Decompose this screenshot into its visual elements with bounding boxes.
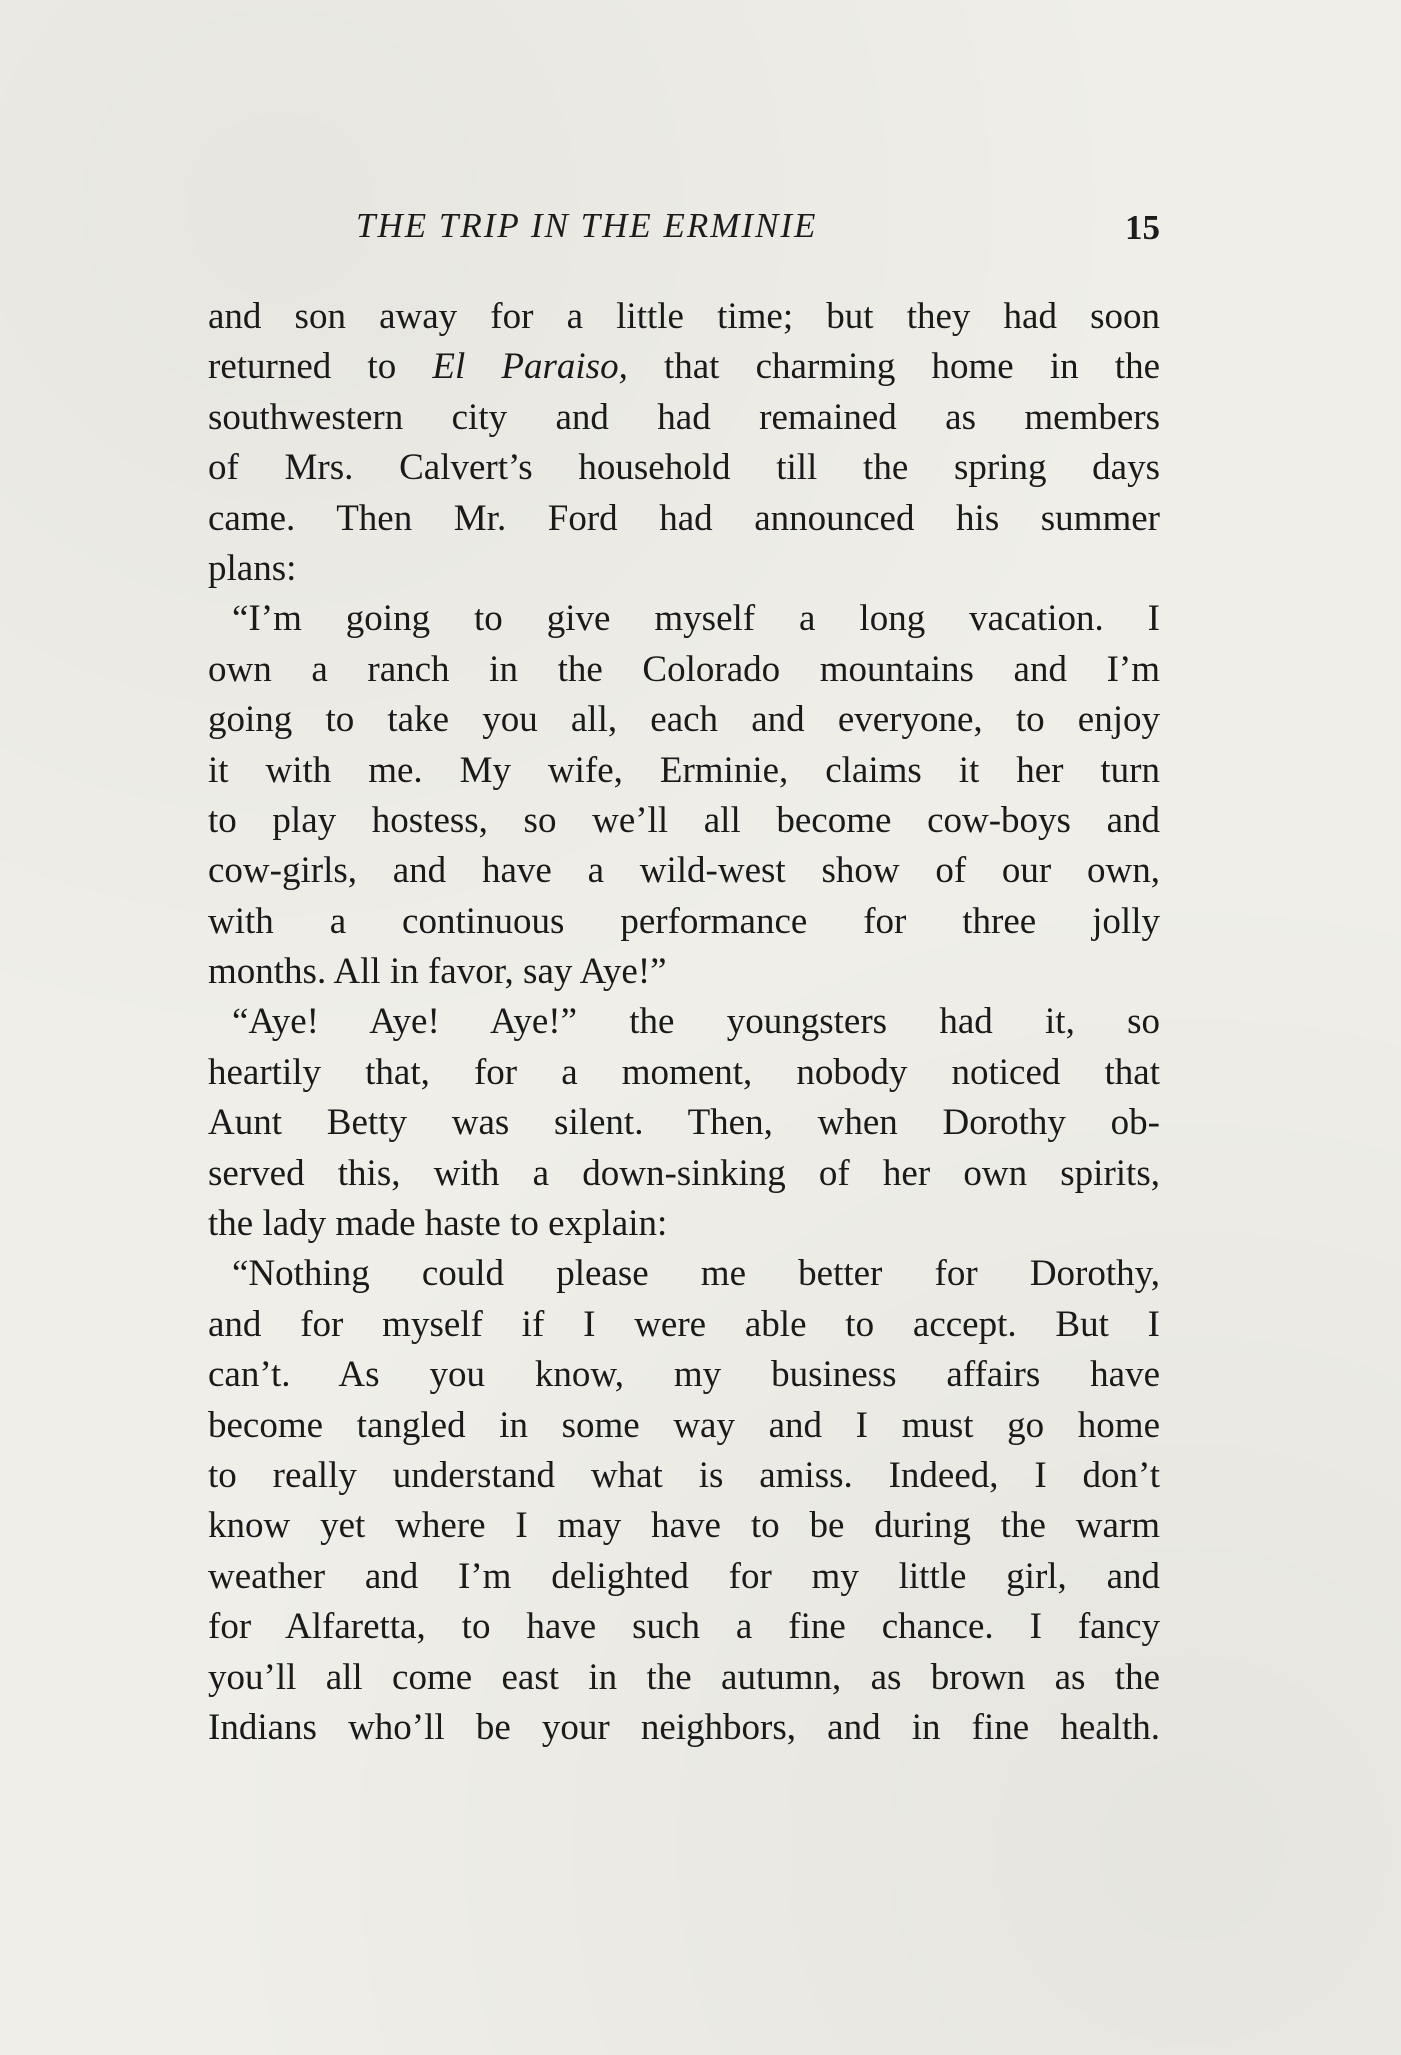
text-line <box>208 1048 1160 1098</box>
text-segment: going to take you all, each and everyone, to enjoy <box>208 699 1160 741</box>
text-line <box>208 1501 1160 1551</box>
text-line <box>208 594 1160 644</box>
text-segment: southwestern city and had remained as members <box>208 396 1160 438</box>
running-head <box>208 206 1160 256</box>
text-line <box>208 897 1160 947</box>
text-segment: “Aye! Aye! Aye!” the youngsters had it, so <box>232 1001 1160 1043</box>
text-segment: months. All in favor, say Aye!” <box>208 951 667 993</box>
text-segment: the lady made haste to explain: <box>208 1203 668 1245</box>
text-line <box>208 1703 1160 1753</box>
text-line <box>208 645 1160 695</box>
text-line <box>208 997 1160 1047</box>
text-segment: returned to <box>208 346 433 388</box>
text-segment: “Nothing could please me better for Dorothy, <box>232 1253 1160 1295</box>
text-line <box>208 947 1160 997</box>
text-segment: to really understand what is amiss. Indeed, I don’t <box>208 1454 1160 1496</box>
text-segment: own a ranch in the Colorado mountains and I’m <box>208 648 1160 690</box>
text-line <box>208 1350 1160 1400</box>
text-segment: “I’m going to give myself a long vacation. I <box>232 598 1160 640</box>
text-segment: plans: <box>208 547 297 589</box>
text-segment: served this, with a down-sinking of her own spirits, <box>208 1152 1160 1194</box>
text-segment: and for myself if I were able to accept. But I <box>208 1303 1160 1345</box>
running-title: THE TRIP IN THE ERMINIE <box>356 206 818 245</box>
italic-text: El Paraiso, <box>432 346 628 388</box>
text-segment: can’t. As you know, my business affairs have <box>208 1354 1160 1396</box>
text-segment: it with me. My wife, Erminie, claims it her turn <box>208 749 1160 791</box>
text-line <box>208 1249 1160 1299</box>
text-line <box>208 1451 1160 1501</box>
text-line <box>208 846 1160 896</box>
text-line <box>208 1199 1160 1249</box>
text-segment: know yet where I may have to be during the warm <box>208 1505 1160 1547</box>
text-segment: Indians who’ll be your neighbors, and in fine health. <box>208 1706 1160 1748</box>
text-segment: came. Then Mr. Ford had announced his summer <box>208 497 1160 539</box>
text-line <box>208 1098 1160 1148</box>
text-line <box>208 1552 1160 1602</box>
text-line <box>208 796 1160 846</box>
text-segment: that charming home in the <box>627 346 1160 388</box>
text-line <box>208 342 1160 392</box>
text-segment: Aunt Betty was silent. Then, when Dorothy ob- <box>208 1102 1160 1144</box>
text-line <box>208 393 1160 443</box>
text-line <box>208 494 1160 544</box>
text-line <box>208 1653 1160 1703</box>
text-segment: with a continuous performance for three jolly <box>208 900 1160 942</box>
text-segment: weather and I’m delighted for my little girl, and <box>208 1555 1160 1597</box>
text-segment: for Alfaretta, to have such a fine chance. I fancy <box>208 1606 1160 1648</box>
text-segment: and son away for a little time; but they had soon <box>208 296 1160 337</box>
text-line <box>208 443 1160 493</box>
text-line <box>208 1602 1160 1652</box>
text-line <box>208 1149 1160 1199</box>
text-segment: cow-girls, and have a wild-west show of our own, <box>208 850 1160 892</box>
text-segment: heartily that, for a moment, nobody noticed that <box>208 1051 1160 1093</box>
text-line <box>208 695 1160 745</box>
text-line <box>208 292 1160 342</box>
text-line <box>208 1300 1160 1350</box>
body-text <box>208 292 1160 1753</box>
text-segment: to play hostess, so we’ll all become cow-boys and <box>208 799 1160 841</box>
text-segment: of Mrs. Calvert’s household till the spring days <box>208 447 1160 489</box>
page-number: 15 <box>1125 208 1160 247</box>
text-line <box>208 544 1160 594</box>
text-line <box>208 746 1160 796</box>
text-line <box>208 1401 1160 1451</box>
text-segment: become tangled in some way and I must go home <box>208 1404 1160 1446</box>
text-segment: you’ll all come east in the autumn, as brown as the <box>208 1656 1160 1698</box>
